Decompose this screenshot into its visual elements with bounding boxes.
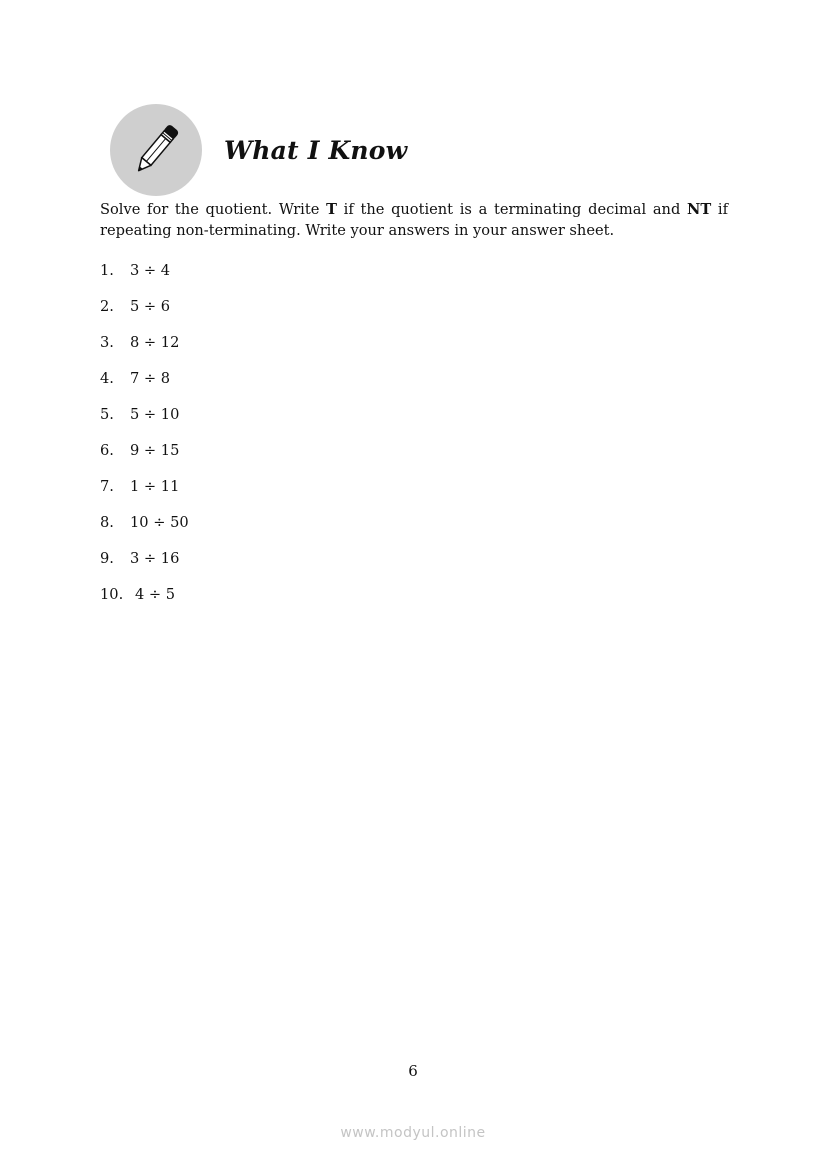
item-number: 3. xyxy=(100,334,114,351)
item-number: 8. xyxy=(100,514,114,531)
item-expression: 1 ÷ 11 xyxy=(130,478,180,495)
list-item xyxy=(100,585,189,621)
item-expression: 3 ÷ 4 xyxy=(130,262,171,279)
list-item xyxy=(100,441,189,477)
page-number: 6 xyxy=(408,1062,418,1080)
item-number: 2. xyxy=(100,298,114,315)
instructions-text-3: if repeating non-terminating. Write your answers in your answer sheet. xyxy=(100,201,729,239)
section-header xyxy=(110,104,407,196)
question-list xyxy=(100,261,189,621)
item-number: 1. xyxy=(100,262,114,279)
item-expression: 5 ÷ 6 xyxy=(130,298,171,315)
instructions-text-1: Solve for the quotient. Write xyxy=(100,201,327,218)
list-item xyxy=(100,405,189,441)
item-number: 4. xyxy=(100,370,114,387)
watermark: www.modyul.online xyxy=(340,1125,486,1141)
item-expression: 7 ÷ 8 xyxy=(130,370,171,387)
list-item xyxy=(100,369,189,405)
list-item xyxy=(100,477,189,513)
item-expression: 3 ÷ 16 xyxy=(130,550,180,567)
instructions xyxy=(100,199,728,241)
instructions-bold-t: T xyxy=(326,201,337,218)
list-item xyxy=(100,333,189,369)
list-item xyxy=(100,513,189,549)
item-expression: 10 ÷ 50 xyxy=(130,514,189,531)
pencil-badge xyxy=(110,104,202,196)
section-title: What I Know xyxy=(224,135,408,165)
item-expression: 8 ÷ 12 xyxy=(130,334,180,351)
list-item xyxy=(100,549,189,585)
item-number: 6. xyxy=(100,442,114,459)
instructions-text-2: if the quotient is a terminating decimal and xyxy=(336,201,688,218)
list-item xyxy=(100,261,189,297)
item-number: 7. xyxy=(100,478,114,495)
item-expression: 9 ÷ 15 xyxy=(130,442,180,459)
item-expression: 4 ÷ 5 xyxy=(135,586,176,603)
instructions-bold-nt: NT xyxy=(687,201,712,218)
list-item xyxy=(100,297,189,333)
item-number: 5. xyxy=(100,406,114,423)
item-expression: 5 ÷ 10 xyxy=(130,406,180,423)
item-number: 10. xyxy=(100,586,124,603)
item-number: 9. xyxy=(100,550,114,567)
pencil-icon xyxy=(124,118,188,182)
